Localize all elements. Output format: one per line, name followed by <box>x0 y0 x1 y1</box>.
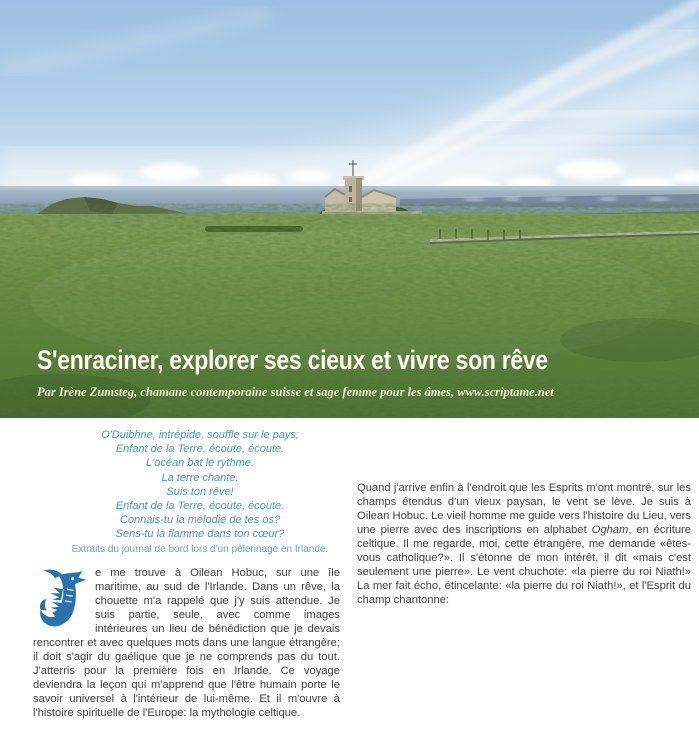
poem-line: Connais-tu la mélodie de tes os? <box>119 514 281 527</box>
poem-line: Sens-tu la flamme dans ton cœur? <box>115 528 285 541</box>
poem-line: L'océan bat le rythme. <box>146 457 254 470</box>
poem-caption: Extraits du journal de bord lors d'un pèlerinage en Irlande. <box>71 543 329 555</box>
poem-line: La terre chante. <box>161 471 239 484</box>
poem-line: Enfant de la Terre, écoute, écoute. <box>115 500 285 513</box>
page-title: S'enraciner, explorer ses cieux et vivre son rêve <box>37 345 548 375</box>
article-column-left <box>33 566 340 720</box>
article-paragraph-left: e me trouve à Oilean Hobuc, sur une île maritime, au sud de l'Irlande. Dans un rêve, la chouette m'a rappelé que j'y suis attendue. Je suis partie, seule, avec comme images intérieures un lieu de bénédiction que je devais rencontrer et avec quelques mots dans une langue étrangère; il doit s'agir du gaélique que je ne comprends pas du tout. J'atterris pour la première fois en Irlande. Ce voyage deviendra la leçon qui m'apprend que l'être humain porte le savoir universel à l'intérieur de lui-même. Et il m'ouvre à l'histoire spirituelle de l'Europe: la mythologie celtique. <box>33 567 340 719</box>
paragraph-segment: , en écriture celtique. Il me regarde, moi, cette étrangère, me demande «êtes-vous catholique?». Il s'étonne de mon intérêt, il dit «mais c'est seulement une pierre». Le vent chuchote: «la pierre du roi Niath!» La mer fait écho, étincelante: «la pierre du roi Niath!», et l'Esprit du champ chantonne: <box>357 524 692 606</box>
poem-line: Enfant de la Terre, écoute, écoute. <box>115 443 285 456</box>
poem-line: Suis ton rêve! <box>166 485 234 498</box>
dropcap-initial-j <box>33 568 89 632</box>
italic-term: Ogham <box>591 524 629 536</box>
byline: Par Irène Zumsteg, chamane contemporaine suisse et sage femme pour les âmes, www.scriptame.net <box>37 384 554 399</box>
poem-block <box>35 428 365 556</box>
article-paragraph-right <box>357 481 691 607</box>
article-column-right <box>357 481 691 607</box>
paragraph-segment: Quand j'arrive enfin à l'endroit que les Esprits m'ont montré, sur les champs étendus d'un vieux paysan, le vent se lève. Je suis à Oilean Hobuc. Le vieil homme me guide vers l'histoire du Lieu, vers une pierre avec des inscriptions en alphabet <box>357 482 691 536</box>
poem-line: O'Duibhne, intrépide, souffle sur le pays; <box>101 429 299 441</box>
celtic-dragon-initial-icon <box>33 568 89 632</box>
